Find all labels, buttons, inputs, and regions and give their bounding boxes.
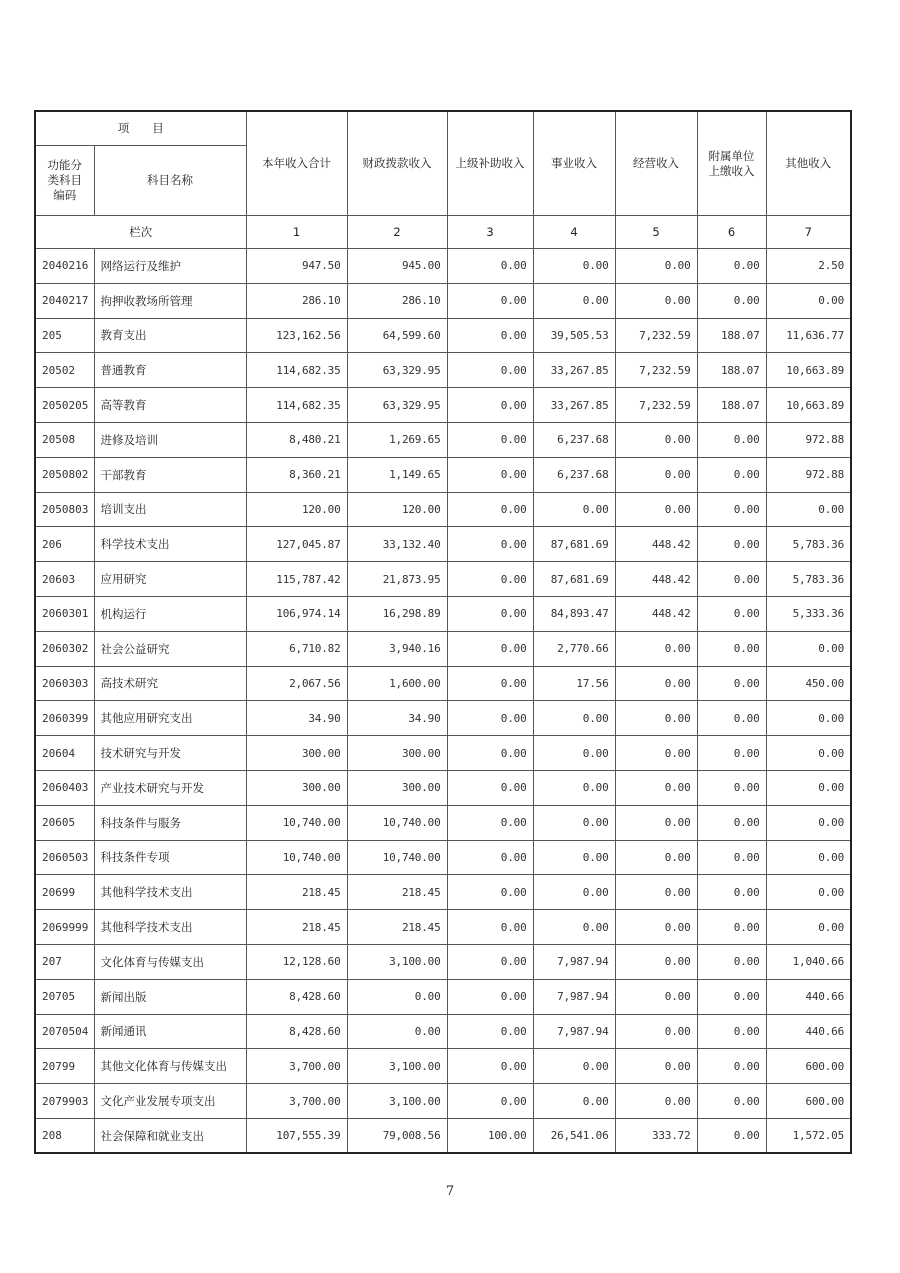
value-cell: 16,298.89 [347, 596, 447, 631]
value-cell: 7,987.94 [533, 979, 615, 1014]
subject-name: 普通教育 [94, 353, 246, 388]
value-cell: 0.00 [697, 1084, 766, 1119]
subject-code: 2050803 [35, 492, 94, 527]
table-row [35, 318, 851, 353]
value-cell: 0.00 [697, 562, 766, 597]
value-cell: 286.10 [347, 283, 447, 318]
value-cell: 1,269.65 [347, 422, 447, 457]
value-cell: 0.00 [447, 249, 533, 284]
value-cell: 7,987.94 [533, 944, 615, 979]
value-cell: 0.00 [447, 492, 533, 527]
subject-name: 技术研究与开发 [94, 736, 246, 771]
value-cell: 34.90 [347, 701, 447, 736]
subject-code: 2079903 [35, 1084, 94, 1119]
subject-name: 拘押收教场所管理 [94, 283, 246, 318]
value-cell: 0.00 [615, 631, 697, 666]
value-cell: 0.00 [533, 1084, 615, 1119]
value-cell: 0.00 [766, 492, 851, 527]
value-cell: 64,599.60 [347, 318, 447, 353]
value-cell: 0.00 [615, 736, 697, 771]
subject-code: 20699 [35, 875, 94, 910]
table-row [35, 353, 851, 388]
subject-code: 2060303 [35, 666, 94, 701]
header-col-3: 上级补助收入 [447, 111, 533, 216]
table-row [35, 631, 851, 666]
value-cell: 0.00 [615, 666, 697, 701]
value-cell: 0.00 [766, 805, 851, 840]
value-cell: 8,480.21 [246, 422, 347, 457]
value-cell: 1,572.05 [766, 1118, 851, 1153]
subject-code: 206 [35, 527, 94, 562]
value-cell: 0.00 [347, 1014, 447, 1049]
value-cell: 0.00 [533, 805, 615, 840]
subject-code: 20705 [35, 979, 94, 1014]
value-cell: 972.88 [766, 422, 851, 457]
value-cell: 0.00 [697, 283, 766, 318]
table-row [35, 562, 851, 597]
value-cell: 0.00 [766, 283, 851, 318]
subject-name: 文化产业发展专项支出 [94, 1084, 246, 1119]
value-cell: 0.00 [615, 492, 697, 527]
value-cell: 600.00 [766, 1084, 851, 1119]
value-cell: 945.00 [347, 249, 447, 284]
subject-name: 培训支出 [94, 492, 246, 527]
value-cell: 0.00 [447, 283, 533, 318]
value-cell: 0.00 [697, 596, 766, 631]
value-cell: 11,636.77 [766, 318, 851, 353]
value-cell: 0.00 [615, 840, 697, 875]
value-cell: 115,787.42 [246, 562, 347, 597]
value-cell: 120.00 [246, 492, 347, 527]
subject-code: 2069999 [35, 910, 94, 945]
value-cell: 63,329.95 [347, 353, 447, 388]
value-cell: 0.00 [697, 840, 766, 875]
value-cell: 0.00 [533, 840, 615, 875]
table-row [35, 910, 851, 945]
value-cell: 0.00 [615, 805, 697, 840]
value-cell: 600.00 [766, 1049, 851, 1084]
col-number: 1 [246, 216, 347, 249]
subject-name: 机构运行 [94, 596, 246, 631]
value-cell: 7,987.94 [533, 1014, 615, 1049]
table-row [35, 492, 851, 527]
value-cell: 0.00 [447, 805, 533, 840]
page-number: 7 [445, 1184, 455, 1199]
value-cell: 1,149.65 [347, 457, 447, 492]
table-row [35, 805, 851, 840]
table-row [35, 249, 851, 284]
value-cell: 0.00 [447, 979, 533, 1014]
value-cell: 448.42 [615, 596, 697, 631]
header-col-1: 本年收入合计 [246, 111, 347, 216]
subject-code: 20508 [35, 422, 94, 457]
table-row [35, 596, 851, 631]
col-number: 5 [615, 216, 697, 249]
value-cell: 0.00 [615, 283, 697, 318]
value-cell: 188.07 [697, 318, 766, 353]
header-col-4: 事业收入 [533, 111, 615, 216]
value-cell: 1,040.66 [766, 944, 851, 979]
value-cell: 114,682.35 [246, 388, 347, 423]
value-cell: 10,740.00 [246, 840, 347, 875]
income-table [34, 110, 852, 1154]
value-cell: 8,428.60 [246, 979, 347, 1014]
value-cell: 0.00 [615, 944, 697, 979]
value-cell: 3,100.00 [347, 1049, 447, 1084]
col-number: 3 [447, 216, 533, 249]
value-cell: 33,132.40 [347, 527, 447, 562]
value-cell: 8,428.60 [246, 1014, 347, 1049]
value-cell: 0.00 [697, 770, 766, 805]
value-cell: 120.00 [347, 492, 447, 527]
value-cell: 39,505.53 [533, 318, 615, 353]
value-cell: 0.00 [447, 875, 533, 910]
header-item: 项 目 [35, 111, 246, 146]
subject-name: 其他科学技术支出 [94, 910, 246, 945]
value-cell: 127,045.87 [246, 527, 347, 562]
table-row [35, 701, 851, 736]
subject-name: 新闻出版 [94, 979, 246, 1014]
subject-code: 2070504 [35, 1014, 94, 1049]
value-cell: 106,974.14 [246, 596, 347, 631]
subject-name: 其他应用研究支出 [94, 701, 246, 736]
value-cell: 3,100.00 [347, 1084, 447, 1119]
value-cell: 84,893.47 [533, 596, 615, 631]
table-row [35, 422, 851, 457]
value-cell: 0.00 [447, 840, 533, 875]
value-cell: 0.00 [533, 875, 615, 910]
value-cell: 218.45 [347, 875, 447, 910]
value-cell: 6,237.68 [533, 457, 615, 492]
value-cell: 0.00 [697, 701, 766, 736]
subject-code: 2060399 [35, 701, 94, 736]
col-number: 4 [533, 216, 615, 249]
subject-name: 高等教育 [94, 388, 246, 423]
value-cell: 6,710.82 [246, 631, 347, 666]
subject-name: 科技条件与服务 [94, 805, 246, 840]
value-cell: 333.72 [615, 1118, 697, 1153]
value-cell: 0.00 [697, 805, 766, 840]
table-row [35, 736, 851, 771]
value-cell: 0.00 [447, 701, 533, 736]
value-cell: 87,681.69 [533, 562, 615, 597]
col-number: 6 [697, 216, 766, 249]
table-row [35, 283, 851, 318]
subject-code: 208 [35, 1118, 94, 1153]
value-cell: 450.00 [766, 666, 851, 701]
value-cell: 6,237.68 [533, 422, 615, 457]
value-cell: 440.66 [766, 979, 851, 1014]
value-cell: 3,700.00 [246, 1084, 347, 1119]
table-row [35, 1014, 851, 1049]
subject-name: 干部教育 [94, 457, 246, 492]
subject-name: 应用研究 [94, 562, 246, 597]
value-cell: 0.00 [766, 875, 851, 910]
value-cell: 0.00 [697, 666, 766, 701]
value-cell: 0.00 [533, 770, 615, 805]
value-cell: 286.10 [246, 283, 347, 318]
value-cell: 0.00 [533, 492, 615, 527]
value-cell: 0.00 [447, 1049, 533, 1084]
value-cell: 0.00 [447, 596, 533, 631]
value-cell: 0.00 [615, 422, 697, 457]
value-cell: 87,681.69 [533, 527, 615, 562]
subject-name: 社会公益研究 [94, 631, 246, 666]
value-cell: 2.50 [766, 249, 851, 284]
value-cell: 8,360.21 [246, 457, 347, 492]
value-cell: 12,128.60 [246, 944, 347, 979]
table-row [35, 1118, 851, 1153]
subject-code: 2060302 [35, 631, 94, 666]
value-cell: 972.88 [766, 457, 851, 492]
value-cell: 10,740.00 [246, 805, 347, 840]
value-cell: 947.50 [246, 249, 347, 284]
header-col-6: 附属单位上缴收入 [697, 111, 766, 216]
value-cell: 300.00 [347, 736, 447, 771]
value-cell: 7,232.59 [615, 388, 697, 423]
subject-code: 2040217 [35, 283, 94, 318]
value-cell: 0.00 [615, 1049, 697, 1084]
value-cell: 10,663.89 [766, 353, 851, 388]
value-cell: 0.00 [697, 944, 766, 979]
table-row [35, 666, 851, 701]
value-cell: 0.00 [447, 457, 533, 492]
table-row [35, 527, 851, 562]
value-cell: 0.00 [447, 944, 533, 979]
value-cell: 0.00 [615, 979, 697, 1014]
value-cell: 0.00 [347, 979, 447, 1014]
table-body [35, 249, 851, 1154]
value-cell: 0.00 [447, 318, 533, 353]
table-row [35, 457, 851, 492]
value-cell: 0.00 [533, 910, 615, 945]
table-row [35, 840, 851, 875]
value-cell: 10,740.00 [347, 805, 447, 840]
subject-code: 2060403 [35, 770, 94, 805]
value-cell: 0.00 [447, 353, 533, 388]
value-cell: 0.00 [766, 840, 851, 875]
value-cell: 0.00 [697, 875, 766, 910]
value-cell: 10,740.00 [347, 840, 447, 875]
value-cell: 218.45 [246, 910, 347, 945]
subject-name: 新闻通讯 [94, 1014, 246, 1049]
value-cell: 63,329.95 [347, 388, 447, 423]
value-cell: 0.00 [615, 875, 697, 910]
subject-code: 20604 [35, 736, 94, 771]
value-cell: 5,783.36 [766, 527, 851, 562]
subject-code: 20603 [35, 562, 94, 597]
value-cell: 218.45 [246, 875, 347, 910]
value-cell: 0.00 [766, 910, 851, 945]
value-cell: 7,232.59 [615, 353, 697, 388]
subject-name: 社会保障和就业支出 [94, 1118, 246, 1153]
value-cell: 0.00 [447, 527, 533, 562]
value-cell: 0.00 [615, 1084, 697, 1119]
header-func-code: 功能分类科目编码 [35, 146, 94, 216]
subject-name: 科技条件专项 [94, 840, 246, 875]
value-cell: 107,555.39 [246, 1118, 347, 1153]
table-row [35, 875, 851, 910]
value-cell: 0.00 [766, 770, 851, 805]
value-cell: 0.00 [766, 736, 851, 771]
value-cell: 218.45 [347, 910, 447, 945]
subject-code: 20605 [35, 805, 94, 840]
subject-code: 2050205 [35, 388, 94, 423]
subject-name: 教育支出 [94, 318, 246, 353]
value-cell: 7,232.59 [615, 318, 697, 353]
value-cell: 0.00 [447, 631, 533, 666]
value-cell: 0.00 [615, 457, 697, 492]
value-cell: 17.56 [533, 666, 615, 701]
value-cell: 188.07 [697, 353, 766, 388]
col-number: 2 [347, 216, 447, 249]
subject-code: 2050802 [35, 457, 94, 492]
value-cell: 3,700.00 [246, 1049, 347, 1084]
header-subject-name: 科目名称 [94, 146, 246, 216]
value-cell: 34.90 [246, 701, 347, 736]
value-cell: 300.00 [246, 770, 347, 805]
value-cell: 79,008.56 [347, 1118, 447, 1153]
subject-code: 2040216 [35, 249, 94, 284]
subject-code: 205 [35, 318, 94, 353]
header-col-7: 其他收入 [766, 111, 851, 216]
value-cell: 0.00 [697, 1014, 766, 1049]
value-cell: 2,770.66 [533, 631, 615, 666]
table-row [35, 770, 851, 805]
header-col-5: 经营收入 [615, 111, 697, 216]
value-cell: 26,541.06 [533, 1118, 615, 1153]
value-cell: 123,162.56 [246, 318, 347, 353]
value-cell: 3,940.16 [347, 631, 447, 666]
table-row [35, 1084, 851, 1119]
subject-name: 进修及培训 [94, 422, 246, 457]
value-cell: 448.42 [615, 562, 697, 597]
value-cell: 0.00 [766, 631, 851, 666]
value-cell: 0.00 [615, 1014, 697, 1049]
value-cell: 0.00 [697, 422, 766, 457]
value-cell: 0.00 [447, 910, 533, 945]
col-number: 7 [766, 216, 851, 249]
subject-name: 网络运行及维护 [94, 249, 246, 284]
subject-name: 产业技术研究与开发 [94, 770, 246, 805]
value-cell: 0.00 [697, 1118, 766, 1153]
header-col-2: 财政拨款收入 [347, 111, 447, 216]
value-cell: 0.00 [533, 283, 615, 318]
value-cell: 1,600.00 [347, 666, 447, 701]
value-cell: 3,100.00 [347, 944, 447, 979]
value-cell: 0.00 [533, 736, 615, 771]
value-cell: 0.00 [447, 562, 533, 597]
subject-code: 2060503 [35, 840, 94, 875]
value-cell: 21,873.95 [347, 562, 447, 597]
table-row [35, 388, 851, 423]
value-cell: 0.00 [697, 631, 766, 666]
value-cell: 0.00 [697, 457, 766, 492]
value-cell: 5,333.36 [766, 596, 851, 631]
table-row [35, 944, 851, 979]
value-cell: 0.00 [615, 701, 697, 736]
value-cell: 100.00 [447, 1118, 533, 1153]
value-cell: 0.00 [766, 701, 851, 736]
value-cell: 0.00 [697, 249, 766, 284]
subject-name: 其他文化体育与传媒支出 [94, 1049, 246, 1084]
value-cell: 300.00 [246, 736, 347, 771]
value-cell: 0.00 [697, 736, 766, 771]
value-cell: 114,682.35 [246, 353, 347, 388]
value-cell: 0.00 [533, 1049, 615, 1084]
value-cell: 0.00 [615, 910, 697, 945]
subject-code: 207 [35, 944, 94, 979]
value-cell: 0.00 [697, 979, 766, 1014]
value-cell: 0.00 [447, 736, 533, 771]
value-cell: 0.00 [447, 388, 533, 423]
value-cell: 0.00 [615, 249, 697, 284]
value-cell: 0.00 [533, 249, 615, 284]
subject-name: 高技术研究 [94, 666, 246, 701]
value-cell: 0.00 [697, 1049, 766, 1084]
subject-code: 2060301 [35, 596, 94, 631]
subject-name: 文化体育与传媒支出 [94, 944, 246, 979]
value-cell: 33,267.85 [533, 353, 615, 388]
table-row [35, 979, 851, 1014]
subject-name: 其他科学技术支出 [94, 875, 246, 910]
row-index-label: 栏次 [35, 216, 246, 249]
value-cell: 0.00 [697, 492, 766, 527]
value-cell: 10,663.89 [766, 388, 851, 423]
value-cell: 0.00 [615, 770, 697, 805]
value-cell: 0.00 [447, 666, 533, 701]
value-cell: 448.42 [615, 527, 697, 562]
table-row [35, 1049, 851, 1084]
value-cell: 5,783.36 [766, 562, 851, 597]
value-cell: 0.00 [533, 701, 615, 736]
value-cell: 0.00 [447, 1084, 533, 1119]
value-cell: 33,267.85 [533, 388, 615, 423]
value-cell: 300.00 [347, 770, 447, 805]
subject-name: 科学技术支出 [94, 527, 246, 562]
value-cell: 0.00 [697, 527, 766, 562]
subject-code: 20799 [35, 1049, 94, 1084]
value-cell: 0.00 [697, 910, 766, 945]
value-cell: 2,067.56 [246, 666, 347, 701]
value-cell: 0.00 [447, 1014, 533, 1049]
subject-code: 20502 [35, 353, 94, 388]
value-cell: 0.00 [447, 422, 533, 457]
value-cell: 188.07 [697, 388, 766, 423]
value-cell: 0.00 [447, 770, 533, 805]
value-cell: 440.66 [766, 1014, 851, 1049]
